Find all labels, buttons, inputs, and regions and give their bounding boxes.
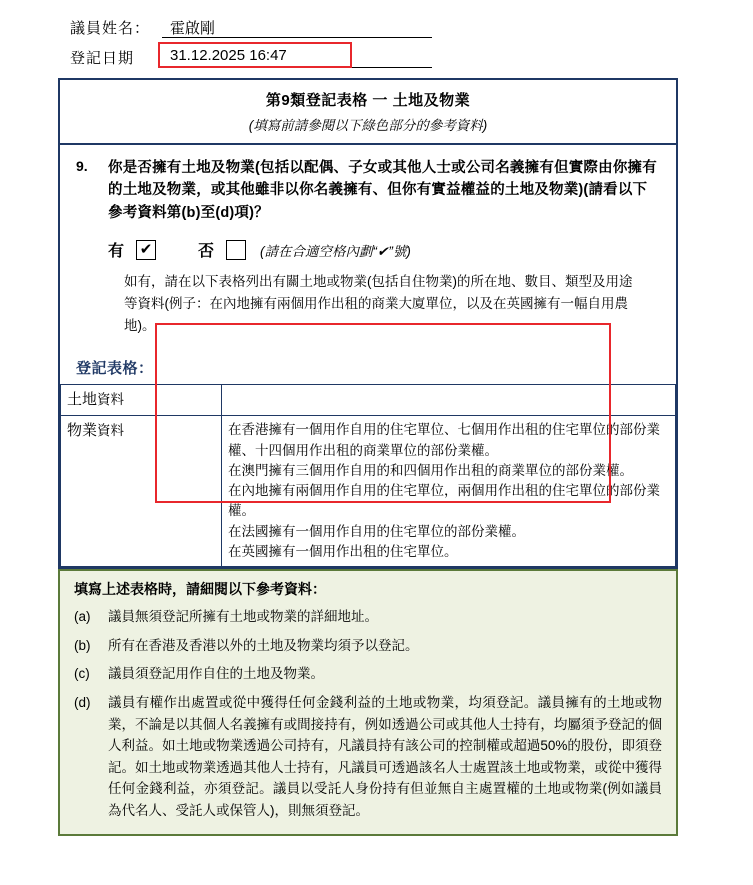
property-line: 在香港擁有一個用作自用的住宅單位、七個用作出租的住宅單位的部份業權、十四個用作出租的商業單位的部份業權。: [228, 422, 660, 458]
land-row-content: [222, 384, 676, 416]
member-name-value: 霍啟剛: [162, 17, 432, 38]
reference-title: 填寫上述表格時，請細閱以下參考資料：: [74, 581, 326, 598]
no-checkbox[interactable]: [226, 240, 246, 260]
answer-row: [108, 238, 660, 261]
land-row-label-rest: 資料: [97, 391, 125, 407]
form-subtitle: (填寫前請參閱以下綠色部分的參考資料): [248, 118, 488, 133]
member-name-label: 議員姓名：: [70, 20, 151, 37]
property-row-label-rest: 資料: [97, 423, 125, 439]
property-line: 在澳門擁有三個用作自用的和四個用作出租的商業單位的部份業權。: [228, 462, 633, 478]
reference-key: (c): [74, 666, 90, 682]
tick-instruction: (請在合適空格內劃“✔”號): [260, 243, 411, 259]
property-row-content: [222, 416, 676, 567]
property-row-label-bold: 物業: [67, 422, 98, 440]
reference-item-c: [74, 663, 662, 685]
reference-text: 所有在香港及香港以外的土地及物業均須予以登記。: [108, 637, 419, 653]
table-row: [61, 384, 676, 416]
property-line: 在內地擁有兩個用作自用的住宅單位，兩個用作出租的住宅單位的部份業權。: [228, 483, 660, 519]
form-title-block: [60, 80, 676, 145]
registration-date-label: 登記日期: [70, 50, 135, 67]
reference-key: (b): [74, 637, 91, 653]
property-line: 在英國擁有一個用作出租的住宅單位。: [228, 543, 458, 559]
yes-checkbox[interactable]: ✔: [136, 240, 156, 260]
registration-table-heading: 登記表格：: [76, 359, 154, 377]
registration-table: [60, 384, 676, 567]
land-row-label-bold: 土地: [67, 390, 98, 408]
reference-item-a: [74, 606, 662, 628]
table-row: [61, 416, 676, 567]
question-instruction: 如有，請在以下表格列出有關土地或物業(包括自住物業)的所在地、數目、類型及用途等資料(例子：在內地擁有兩個用作出租的商業大廈單位，以及在英國擁有一幅自用農地)。: [124, 274, 633, 334]
registration-date-row: [70, 44, 753, 68]
no-label: 否: [198, 243, 215, 261]
reference-key: (a): [74, 609, 91, 625]
document-header: [70, 0, 753, 68]
yes-label: 有: [108, 243, 125, 261]
reference-notes: [58, 569, 678, 835]
question-number: 9.: [76, 158, 88, 174]
reference-item-d: [74, 692, 662, 822]
question-row: [76, 157, 660, 224]
registration-form: [58, 78, 678, 569]
registration-date-value: 31.12.2025 16:47: [162, 47, 432, 68]
question-text: 你是否擁有土地及物業(包括以配偶、子女或其他人士或公司名義擁有但實際由你擁有的土地及物業，或其他雖非以你名義擁有、但你有實益權益的土地及物業)(請看以下參考資料第(b)至(d)項)？: [108, 160, 657, 221]
property-line: 在法國擁有一個用作自用的住宅單位的部份業權。: [228, 523, 525, 539]
form-title: 第9類登記表格 一 土地及物業: [265, 92, 471, 109]
land-row-label: [61, 384, 222, 416]
reference-item-b: [74, 635, 662, 657]
reference-key: (d): [74, 695, 91, 711]
property-row-label: [61, 416, 222, 567]
member-name-row: [70, 14, 753, 38]
reference-text: 議員有權作出處置或從中獲得任何金錢利益的土地或物業，均須登記。議員擁有的土地或物業，不論是以其個人名義擁有或間接持有，例如透過公司或其他人士持有，均屬須予登記的個人利益。如土地或物業透過公司持有，凡議員持有該公司的控制權或超過50%的股份，即須登記。如土地或物業透過其他人士持有，凡議員可透過該名人士處置該土地或物業，或從中獲得任何金錢利益，亦須登記。議員以受託人身份持有但並無自主處置權的土地或物業(例如議員為代名人、受託人或保管人)，則無須登記。: [108, 695, 662, 818]
reference-text: 議員須登記用作自住的土地及物業。: [108, 666, 324, 682]
question-block: [60, 145, 676, 353]
reference-text: 議員無須登記所擁有土地或物業的詳細地址。: [108, 609, 378, 625]
